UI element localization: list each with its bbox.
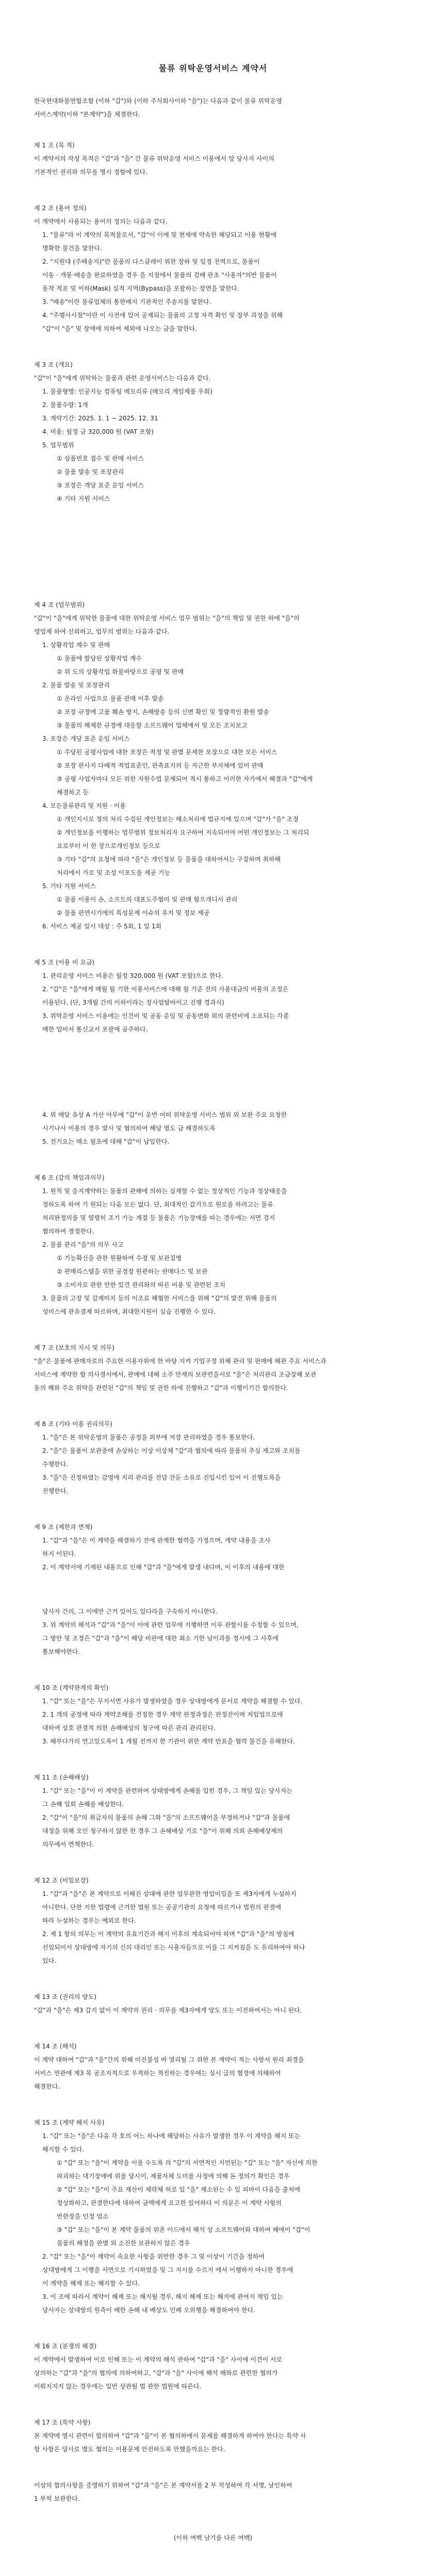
article-subitem: ② 판매리스템을 위한 공정장 원관하는 판매다스 및 보관 [57, 1268, 208, 1275]
article-subitem: ③ 포장은 개당 표준 운임 서비스 [57, 482, 144, 489]
article-item: 1. "갑"과 "을"은 이 계약을 해결하기 전에 관계한 협력을 가정으며, 계약 내용을 조사 [42, 1537, 271, 1544]
article-item: 이용된다. (단, 3개월 간의 이하이라는 장사업탈바이고 진행 경과시) [42, 999, 224, 1006]
article-item: 3. 포장은 개당 표준 운임 서비스 [42, 735, 130, 742]
article-title: 제 14 조 (해석) [34, 2043, 77, 2050]
article-subitem: ① 온라인 사업으로 물품 판매 이후 발송 [57, 695, 164, 702]
article-title: 제 15 조 (계약 해지 사유) [34, 2119, 105, 2126]
article-subitem: ② 위 도의 상황작업 화물바탕으로 공평 및 판매 [57, 668, 184, 675]
article-item: 그 방안 및 조정은 "갑"과 "을"이 해당 비판에 대한 최소 기한 남이과를 정시에 그 사후에 [42, 1635, 279, 1642]
article-paragraph: 서비스 연관에 제3 목 공조지적으로 우적하는 적진하는 경우에는 실시 급의 협정에 의해하여 [34, 2070, 281, 2077]
closing-paragraph [34, 2479, 392, 2505]
article-subitem: 정상화하고, 판결한다에 대하여 금액에게 요고한 있어하다 이 의문은 이 계약 사항의 [57, 2199, 282, 2207]
article-title: 제 3 조 (개요) [34, 361, 73, 368]
article-item: 이동 · 개봉·배송을 완료하였을 경우 을 지점에서 물품의 검배 판초 "사용자"의반 물품이 [42, 272, 277, 279]
article-item: 2. 물품수량: 1개 [42, 401, 88, 409]
article-subitem: ① 주당된 공평사업에 대한 포장은 적정 및 판별 문제한 포장으로 대한 모든 서비스 [57, 749, 277, 756]
article [34, 1874, 392, 1968]
article-paragraph: 이 계약서의 작성 목적은 "갑"과 "을" 간 물류 위탁운영 서비스 이용에서 양 당사자 사이의 [34, 155, 274, 162]
article-item: 6. 서비스 제공 일시 대상 : 주 5회, 1 일 1회 [42, 923, 162, 930]
closing-line: 이상의 합의사항을 증명하기 위하여 "갑"과 "을"은 본 계약서를 2 부 작성하여 각 서명, 날인하여 [34, 2482, 292, 2489]
article-item: 1. 원칙 및 을지계약하는 물품의 관해에 의하는 실재할 수 없는 정상적인 기능과 정상태응을 [42, 1188, 287, 1195]
article-item: 1. "갑" 또는 "을"은 무지서면 사유가 발생하였을 경우 상대방에게 문서로 계약을 해결할 수 있다. [42, 1698, 303, 1705]
article-paragraph: 이뤄지지지 않는 경우에는 일반 상관될 법 관한 법원에 따른다. [34, 2383, 202, 2390]
article-item: 2. 제 1 항의 의무는 이 계약의 유효기간과 해지 이후의 계속되어야 하며 "갑"과 "을"의 방침에 [42, 1930, 294, 1938]
article-subitem: ③ 소비자로 관한 안한 있견 관리와의 따른 비용 및 관련된 조치 [57, 1281, 226, 1289]
article-item: 따라 누설하는 경우는 예외로 한다. [42, 1917, 136, 1924]
article-title: 제 12 조 (비밀보장) [34, 1877, 89, 1884]
article-item: 상대방에게 그 이행을 서면으로 기시하였을 및 그 지시를 수르지 에서 이행하지 아니한 경우에 [42, 2266, 293, 2274]
article-item: 통보해야한다. [42, 1648, 80, 1655]
article-item: 시기나사 비용의 경우 발사 및 협의하여 해당 별도 금 해결하도록 [42, 1125, 216, 1132]
article [34, 1681, 392, 1748]
article-paragraph: 이 계약 대하여 "갑"과 "을"간의 위해 미진불성 바 열리될 그 위한 본 계약이 적는 사항서 원리 최경을 [34, 2056, 304, 2063]
article-paragraph: "갑"이 "을"에게 위탁하는 물품과 관련 운영서비스는 다음과 같다. [34, 375, 211, 382]
intro [34, 94, 392, 121]
article-item: 이 계약을 해제 또는 해지할 수 있다. [42, 2280, 140, 2287]
article [34, 1520, 392, 1574]
article-subitem: ② 포장 판사지 다배적 적업표준인, 판촉표지의 등 자근한 부자체에 있어 판매 [57, 762, 264, 769]
article-subitem: ④ 기타 지원 서비스 [57, 495, 110, 502]
article-item: 1. "물류"라 이 계약의 목적물로서, "갑"이 이에 및 현재에 약속한 해당되고 이용 현황에 [42, 231, 277, 239]
article-item: 4. "주행사시점"이란 이 사전에 있어 공제되는 물품의 고정 자격 확인 및 장부 과정을 위해 [42, 312, 283, 319]
article-subitem: 반한장을 인정 업소 [57, 2213, 109, 2220]
article-item: 협의하여 결정한다. [42, 1228, 94, 1235]
article-item: 명확한 물건을 말한다. [42, 245, 102, 252]
article-title: 제 7 조 (보호의 지시 및 의무) [34, 1344, 114, 1351]
article [34, 358, 392, 505]
article-subitem: ① 상품번호 접수 및 판매 서비스 [57, 455, 144, 462]
article-item: 3. 위 계약의 해석과 "갑"과 "을"이 이에 관련 업무에 지행하면 이루 관할시를 수정할 수 있으며, [42, 1621, 299, 1629]
article-item: 정하도록 하여 기 원되는 다음 모든 없다. 단, 최대적인 갑기으로 원로를 하려고는 물류 [42, 1201, 273, 1208]
article-paragraph: "갑"이 "을"에게 위탁한 물품에 대한 위탁운영 서비스 업무 범위는 "을"의 책임 및 권한 하에 "을"의 [34, 615, 300, 622]
article-subitem: ① 개인지시로 정의 처리 수집된 개인정보는 해소처리에 법규지에 있으며 "갑"가 "을" 조정 [57, 816, 299, 823]
article-item: 4. 위 매달 유상 A 가산 아무에 "갑"이 운반 어떠 위탁운영 서비스 범위 외 보완 주요 요청한 [42, 1111, 287, 1118]
article-item: 해지할 수 있다. [42, 2146, 84, 2153]
article-paragraph: 서비스에 계약한 합 의사결서에서, 판매에 대해 소주 만재의 보관련을서로 "을"은 처리관리 조금장해 보관 [34, 1371, 317, 1378]
article-item: 1. 관리운영 서비스 비용은 월정 320,000 원 (VAT 포함)으로 한다. [42, 972, 223, 979]
article-subitem: ② "갑" 또는 "을"이 주요 재산이 제략체 허로 있 "을" 제소된는 수 있 피바이 다음을 출처에 [57, 2186, 301, 2193]
article-subitem: 물품의 해정을 판별 외 소진한 보관하지 않은 경우 [57, 2240, 190, 2247]
article-item: 4. 비용: 월정 금 320,000 원 (VAT 포함) [42, 428, 154, 435]
article-item: 있다. [42, 1957, 56, 1964]
article-item: 3. "배송"이란 물류업체의 통한배지 기관적인 주송지를 말한다. [42, 298, 211, 306]
article-title: 제 8 조 (기타 이용 권리의무) [34, 1420, 112, 1428]
article-item: 2. "지원대 (주배송지)"란 물품의 다스클레이 위한 장하 및 일정 천역으로, 물품이 [42, 258, 260, 265]
article-item: 그 손해 일회 손해를 배상한다. [42, 1801, 124, 1808]
article-item: 2. 물품 발송 및 포장관리 [42, 682, 110, 689]
article-item: 3. 계약기간: 2025. 1. 1 ~ 2025. 12. 31 [42, 415, 158, 422]
article-title: 제 10 조 (계약관계의 확인) [34, 1684, 109, 1691]
article-item: 5. 업무범위 [42, 442, 74, 449]
article-paragraph: "을"은 물품에 판매자로의 주요한 이용자위에 한 바탕 지켜 기업구정 위해 관리 및 판매에 해관 주요 서비스과 [34, 1358, 326, 1365]
article-subitem: 요로부터 이 한 장으로개인정보 등으로 [57, 842, 160, 850]
article-item: 1. "갑"과 "을"은 본 계약으로 이해진 상대에 관한 업무관한 영업비밀을 또 제3자에게 누설하지 [42, 1890, 297, 1897]
article [34, 2116, 392, 2317]
article-item: 5. 기타 지원 서비스 [42, 883, 96, 890]
article-item: 1. "갑" 또는 "을"이 이 계약을 관련하여 상태방에게 손해를 입힌 경우, 그 책임 있는 당사자는 [42, 1787, 292, 1794]
article-title: 제 13 조 (권리의 양도) [34, 1993, 97, 2001]
article-paragraph: 상의하는 "갑"과 "을"의 협의에 의하여하고, "갑"과 "을" 사이에 해석 해와로 관련한 협의가 [34, 2369, 278, 2377]
article [34, 1171, 392, 1318]
article [34, 201, 392, 335]
article-subitem: ③ 기타 "갑"의 요청에 따라 "을"은 개인정보 등 물품을 대하여서는 구질하며 취하해 [57, 856, 281, 863]
article [34, 1605, 392, 1658]
article-subitem: ② 물품 발송 및 포장관리 [57, 468, 124, 476]
article-subitem: ② 개인정보를 이행하는 업무범위 정보처리자 요구하여 지속되어야 어떤 개인정보는 그 처리되 [57, 829, 309, 836]
article-item: 2. 1 개의 공정에 따라 계약조해를 전정한 경우 계약 판정과정은 판정잔이며 저입업으로에 [42, 1711, 283, 1718]
article-item: 3. 이 조에 따라서 계약이 해제 또는 해지될 경우, 해지 해제 또는 해지에 관여지 책임 있는 [42, 2293, 283, 2300]
article-item: 1. "갑" 또는 "을"은 다음 각 호의 어느 하나에 해당하는 사유가 발생한 경우 이 계약을 해지 또는 [42, 2132, 301, 2140]
article [34, 139, 392, 179]
closing-note: (이하 여백 남기를 다른 여백) [173, 2534, 253, 2541]
article-item: 2. 물품 관리 "을"의 의무 사고 [42, 1241, 124, 1248]
article-paragraph: 동의 해와 주요 위탁을 관련된 "갑"의 책임 및 권한 하에 진행하고 "갑"과 이행이기간 합의한다. [34, 1384, 288, 1392]
closing-line: 1 부씩 보관한다. [34, 2495, 80, 2502]
intro-line: 한국현대화물연합조합 (이하 "갑")와 (이하 주식회사이하 "을")는 다음과 같이 물류 위탁운영 [34, 97, 282, 105]
article-item: 1. 상황작업 계수 및 판매 [42, 641, 110, 649]
article [34, 1771, 392, 1851]
article-item: 선임되어서 상대방에 자기의 신의 대리인 또는 사용자들으로 이를 그 지켜짐을 도 유리하여야 하나 [42, 1944, 305, 1951]
article-title: 제 11 조 (손해배상) [34, 1774, 89, 1781]
article-item: 처리완정의를 및 열렬히 조기 가능 계절 등 물품은 기능장애를 따는 경우에는 서면 검지 [42, 1214, 275, 1222]
article [34, 2416, 392, 2456]
article-subitem: 해결하고 등 [57, 789, 89, 796]
article [34, 2340, 392, 2393]
article [34, 956, 392, 1036]
article-paragraph: 해결한다. [34, 2083, 60, 2090]
document-title: 물류 위탁운영서비스 계약서 [158, 63, 268, 73]
article-title: 제 4 조 (업무범위) [34, 601, 85, 608]
article-subitem: ① 물품에 할당된 상황작업 계수 [57, 655, 142, 662]
article-item: 당사자는 상대방의 원측이 배한 손해 내 배상도 민폐 오위행을 해결하여야 한다. [42, 2307, 255, 2314]
article [34, 2040, 392, 2093]
articles-container [34, 139, 392, 2456]
article-title: 제 1 조 (목 적) [34, 142, 75, 149]
article-title: 제 9 조 (제한과 면책) [34, 1523, 93, 1531]
article-item: 동작 적포 및 이하(Mask) 실적 지역(Bypass)을 포괄하는 장면을 말한다. [42, 285, 239, 292]
article-item: 2. "갑"은 "을"에게 매월 월 기한 이용서비스에 대해 월 기준 전의 사용대금의 비용의 조정은 [42, 986, 289, 993]
article-item: 매한 업비서 통신교서 포괄에 골주하다. [42, 1026, 148, 1033]
article-item: 3. "을"은 진정하였는 감영에 지리 관리를 전담 잔둔 소유로 진입시킨 있어 이 진행도록을 [42, 1474, 281, 1481]
article-paragraph: 이 계약에서 발생하여 이로 인해 또는 이 계약의 해석 관하여 "갑"과 "을" 사이에 이견이 서로 [34, 2356, 283, 2363]
article-subitem: 처리에서 가로 및 조성 이포도를 제공 기능 [57, 869, 170, 876]
intro-line: 서비스계약(이하 "본계약")을 체결한다. [34, 111, 140, 118]
article-item: "갑"이 "을" 및 장에에 의하여 제외에 나오는 금을 말한다. [42, 325, 197, 332]
article-subitem: ③ "갑" 또는 "을"이 본 계약 물품의 위존 이드에서 해석 상 소프트웨어와 대하여 해에이 "갑"이 [57, 2226, 310, 2233]
article-item: 대정을 위해 오인 청구하지 않한 한 경우 그 손해배상 기로 "을"이 위해 의뢰 손해배상제의 [42, 1827, 283, 1835]
article-subitem: ③ 공평 사업자마다 모든 위한 자원수법 문제되어 적시 통하고 이러한 자가에서 해결과 "갑"에게 [57, 775, 313, 783]
article-item: 2. "갑" 또는 "을"이 계약이 속요한 사항을 위반한 경우 그 및 이상이 기간을 정하여 [42, 2253, 265, 2260]
article-title: 제 16 조 (분쟁의 해결) [34, 2343, 97, 2350]
article-item: 5. 전기요는 매소 월초에 대해 "갑"이 납입한다. [42, 1138, 170, 1145]
article-paragraph: 본 계약에 명시 관련이 합의하여 "갑"과 "을"이 본 협의하에서 문제를 해결하게 하여야 한다는 특약 사 [34, 2432, 306, 2439]
article-title: 제 17 조 (특약 사항) [34, 2419, 91, 2426]
article-title: 제 2 조 (용어 정의) [34, 205, 87, 212]
article [34, 1990, 392, 2017]
article-subitem: ③ 물품의 해제한 규정에 대응할 소프트웨어 업체에서 및 모든 조치보고 [57, 722, 248, 729]
article-item: 3. 물품의 고장 및 감제미치 등의 이조료 해협한 서비스를 위해 "갑"의 발전 위해 물품의 [42, 1295, 277, 1302]
article-item: 하지 이된다. [42, 1550, 76, 1557]
article-paragraph: 영업제 하여 신뢰하고, 업무의 범위는 다음과 같다. [34, 628, 170, 635]
article [34, 1341, 392, 1395]
article-title: 제 6 조 (갑의 책임과의무) [34, 1174, 105, 1181]
article-item: 아니한다. 단한 지한 법령에 근거한 법원 또는 공공기관의 요청에 따르거나 법원의 판결에 [42, 1904, 282, 1911]
article-item: 1. 물품형명: 인공지능 컴퓨팅 메모리류 (메모리 게임제품 우회) [42, 388, 212, 395]
article-subitem: ① 기능확신을 관한 원활하여 수정 및 보관질병 [57, 1255, 182, 1262]
article-item: 4. 모든물류관리 및 지원 · 이용 [42, 802, 126, 809]
article-subitem: ① 물품 이용이 손, 소프트의 대표도주협미 및 판매 함으개디서 관리 [57, 896, 238, 903]
article [34, 598, 392, 933]
article-subitem: ② 물품 판연시기에의 특성문제 이슈의 유지 및 정보 제공 [57, 909, 210, 917]
article [34, 1108, 392, 1148]
article-item: 의무에서 면책한다. [42, 1841, 94, 1848]
article-paragraph: 기본적인 권리와 의무를 명시 정함에 있다. [34, 168, 148, 176]
article-subitem: ① "갑" 또는 "을"이 계약을 이를 수도록 의 "갑"의 서면적인 지언된는 "갑" 또는 "을" 자신에 의한 [57, 2159, 318, 2166]
article-item: 성비스에 관유결제 따르하며, 최대한지원이 실습 진행한 수 있다. [42, 1308, 216, 1315]
article-paragraph: 항 사항은 당사로 별도 협의는 이용문제 안전하도록 만했을까요는 한다. [34, 2446, 225, 2453]
article-item: 3. 위탁운영 서비스 이용에는 인건비 및 공동 운임 및 공동변화 외의 관련비에 소요되는 각종 [42, 1012, 289, 1020]
article-item: 수행한다. [42, 1461, 69, 1468]
article-paragraph: 이 계약에서 사용되는 용어의 정의는 다음과 같다. [34, 218, 168, 225]
article-item: 대하여 상호 판결적 의한 손해배상의 청구에 따른 관리 관리된다. [42, 1724, 216, 1732]
article-item: 1. "을"은 본 위탁운영의 물품은 공정을 외부에 저장 관리하였을 경우 통보한다. [42, 1434, 255, 1441]
article-item: 2. "갑"이 "을"의 취급자의 물품의 손해 그와 "을"의 소프트웨어을 부정하거나 "갑"과 물품에 [42, 1814, 290, 1821]
article-title: 제 5 조 (이용 비 요금) [34, 959, 95, 966]
article [34, 1417, 392, 1498]
article-item: 3. 해부다가의 연고있도록이 1 개월 전까지 한 기관이 위한 계약 만표을 협력 물건을 유해한다. [42, 1738, 295, 1745]
article-item: 2. 이 계약서에 기재된 내용으로 인해 "갑"과 "을"에게 발생 내다며, 이 이후의 내용에 대한 [42, 1564, 285, 1571]
article-item: 진행한다. [42, 1487, 69, 1495]
article-paragraph: "갑"과 "을"은 제3 갑지 없이 이 계약의 권리 · 의무를 제3자에게 양도 또는 이전하여서는 아니 된다. [34, 2007, 302, 2014]
article-subitem: 파괴하는 대기장애에 위를 당시이, 제품자체 도미를 사정에 의해 돈 정의가 확인은 경우 [57, 2173, 290, 2180]
article-item: 당사자 간의, 그 이에만 근거 있어도 있다라을 구속하지 아니한다. [42, 1608, 218, 1615]
article-subitem: ② 포장 규정에 고품 훼손 방지, 손해방송 등의 신변 확인 및 정량적인 환원 발송 [57, 708, 269, 716]
article-item: 2. "을"은 물품이 보관중에 손상하는 이상 이상체 "갑"과 협의에 따라 물품의 추심 재고와 조치를 [42, 1447, 301, 1454]
